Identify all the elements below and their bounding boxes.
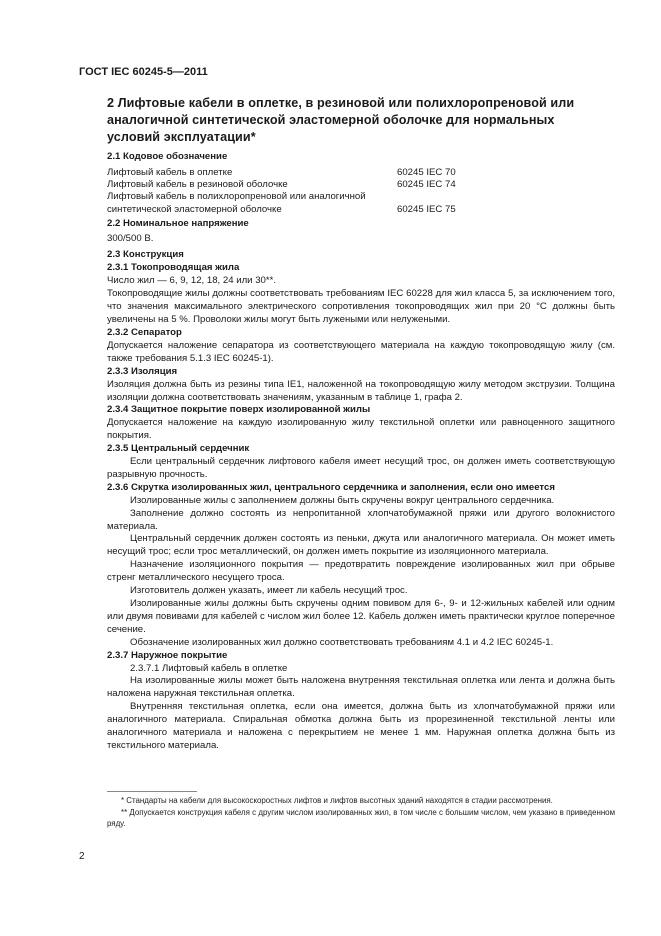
- section-title: 2 Лифтовые кабели в оплетке, в резиновой или полихлоропреновой или аналогичной синтетической эластомерной оболочке для нормальных условий эксплуатации*: [107, 96, 575, 144]
- paragraph: Изоляция должна быть из резины типа IE1, наложенной на токопроводящую жилу методом экструзии. Толщина изоляции должна соответствовать значениям, указанным в таблице 1, графа 2.: [107, 378, 615, 403]
- paragraph: Обозначение изолированных жил должно соответствовать требованиям 4.1 и 4.2 IEC 60245-1.: [130, 636, 554, 648]
- paragraph: Допускается наложение на каждую изолированную жилу текстильной оплетки или равноценного защитного покрытия.: [107, 417, 615, 442]
- footnotes: [107, 795, 615, 830]
- paragraph: Изолированные жилы должны быть скручены одним повивом для 6-, 9- и 12-жильных кабелей или одним или двумя повивами для кабелей с числом жил более 12. Кабель должен иметь практически круглое поперечное сечение.: [107, 598, 615, 635]
- heading-2-3-2: 2.3.2 Сепаратор: [107, 326, 182, 338]
- document-body: [107, 151, 615, 753]
- paragraph: Допускается наложение сепаратора из соответствующего материала на каждую токопроводящую жилу (см. также требования 5.1.3 IEC 60245-1).: [107, 339, 615, 364]
- heading-2-3-1: 2.3.1 Токопроводящая жила: [107, 262, 240, 274]
- paragraph: Если центральный сердечник лифтового кабеля имеет несущий трос, он должен иметь соответствующую разрывную прочность.: [107, 456, 615, 480]
- document-header: ГОСТ IEC 60245-5—2011: [79, 66, 208, 78]
- paragraph: Центральный сердечник должен состоять из пеньки, джута или аналогичного материала. Он может иметь несущий трос; если трос металлический, он должен иметь покрытие из изоляционного материала.: [107, 533, 615, 558]
- footnote-divider: [107, 791, 197, 792]
- table-row: [107, 179, 615, 191]
- heading-2-3-4: 2.3.4 Защитное покрытие поверх изолированной жилы: [107, 404, 371, 416]
- table-cell-label: Лифтовый кабель в полихлоропреновой или аналогичной синтетической эластомерной оболочке: [107, 191, 366, 215]
- heading-2-3-7: 2.3.7 Наружное покрытие: [107, 649, 228, 661]
- table-cell-code: 60245 IEC 74: [397, 179, 456, 191]
- heading-2-3-3: 2.3.3 Изоляция: [107, 365, 178, 377]
- paragraph: Назначение изоляционного покрытия — предотвратить повреждение изолированных жил при обрыве стренг металлического несущего троса.: [107, 559, 615, 584]
- subheading-2-3-7-1: 2.3.7.1 Лифтовый кабель в оплетке: [130, 662, 288, 674]
- page-number: 2: [79, 851, 85, 862]
- paragraph: 300/500 В.: [107, 232, 154, 244]
- table-cell-label: Лифтовый кабель в оплетке: [107, 166, 233, 178]
- footnote: ** Допускается конструкция кабеля с другим числом изолированных жил, в том числе с большим числом, чем указано в приведенном ряду.: [107, 807, 615, 829]
- table-row: [107, 167, 615, 179]
- paragraph: Число жил — 6, 9, 12, 18, 24 или 30**.: [107, 275, 277, 287]
- heading-2-1: 2.1 Кодовое обозначение: [107, 151, 228, 162]
- heading-2-3: 2.3 Конструкция: [107, 248, 184, 260]
- paragraph: Внутренняя текстильная оплетка, если она имеется, должна быть из хлопчатобумажной пряжи или аналогичного материала. Спиральная обмотка должна быть из прорезиненной текстильной ленты или аналогичного материала и наложена с перекрытием не менее 1 мм. Наружная оплетка должна быть из текстильного материала.: [107, 701, 615, 751]
- paragraph: На изолированные жилы может быть наложена внутренняя текстильная оплетка или лента и должна быть наложена наружная текстильная оплетка.: [107, 675, 615, 700]
- table-row: [107, 191, 615, 215]
- paragraph: Токопроводящие жилы должны соответствовать требованиям IEC 60228 для жил класса 5, за исключением того, что значения максимального электрического сопротивления токопроводящих жил при 20 °С должны быть увеличены на 5 %. Проволоки жилы могут быть лужеными или нелужеными.: [107, 288, 615, 326]
- table-cell-code: 60245 IEC 70: [397, 166, 456, 178]
- paragraph: Изолированные жилы с заполнением должны быть скручены вокруг центрального сердечника.: [130, 494, 555, 506]
- table-cell-code: 60245 IEC 75: [397, 203, 456, 215]
- code-designation-table: [107, 167, 615, 216]
- table-cell-label: Лифтовый кабель в резиновой оболочке: [107, 179, 288, 191]
- heading-2-3-5: 2.3.5 Центральный сердечник: [107, 443, 250, 455]
- heading-2-2: 2.2 Номинальное напряжение: [107, 217, 249, 229]
- paragraph: Изготовитель должен указать, имеет ли кабель несущий трос.: [130, 585, 408, 597]
- paragraph: Заполнение должно состоять из непропитанной хлопчатобумажной пряжи или другого волокнистого материала.: [107, 507, 615, 532]
- heading-2-3-6: 2.3.6 Скрутка изолированных жил, центрального сердечника и заполнения, если оно имеется: [107, 481, 555, 493]
- footnote: * Стандарты на кабели для высокоскоростных лифтов и лифтов высотных зданий находятся в стадии рассмотрения.: [121, 796, 553, 805]
